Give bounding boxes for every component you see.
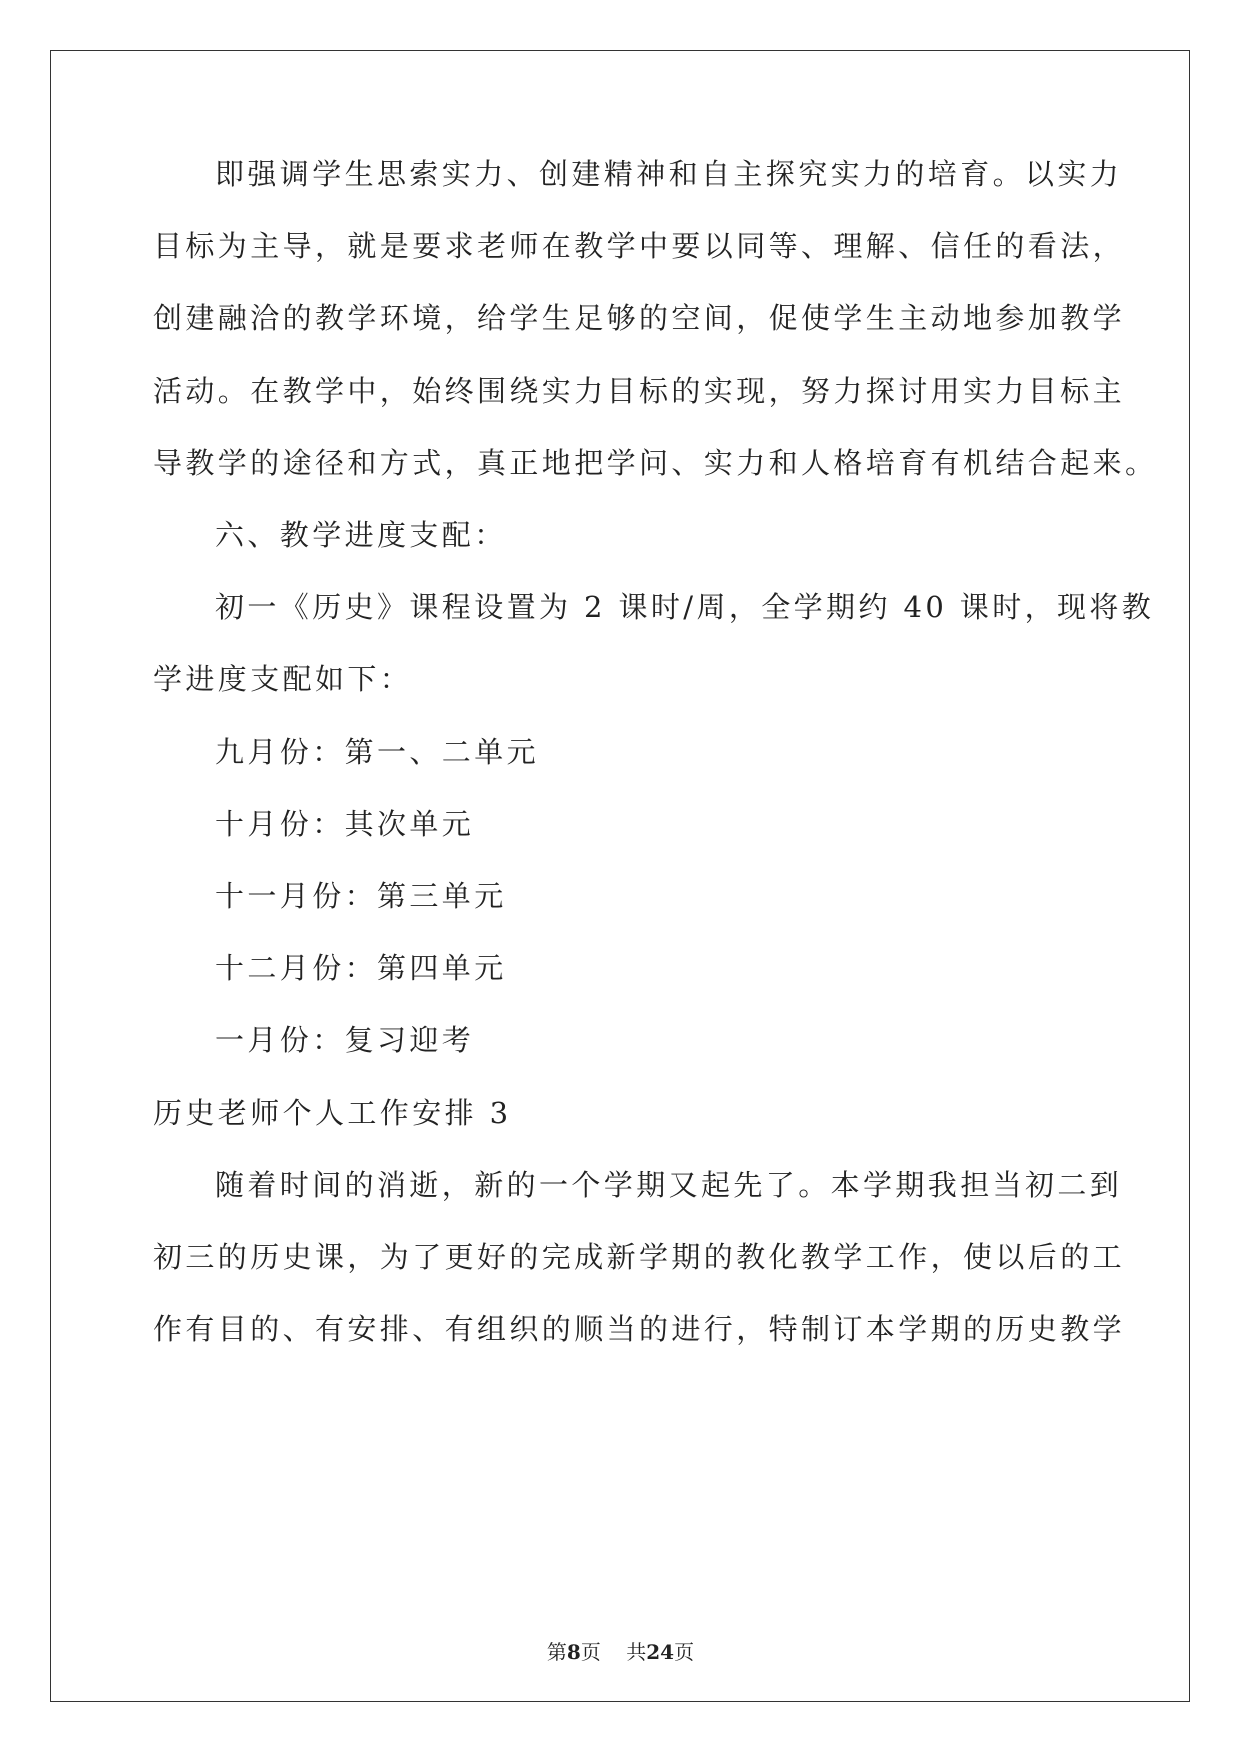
section-heading: 六、教学进度支配：: [215, 518, 507, 552]
schedule-item: 十月份：其次单元: [215, 807, 475, 841]
schedule-item: 九月份：第一、二单元: [215, 735, 540, 769]
footer-total-suffix: 页: [674, 1640, 695, 1664]
paragraph-line: 初一《历史》课程设置为 2 课时/周，全学期约 40 课时，现将教: [215, 590, 1155, 624]
schedule-item: 一月份：复习迎考: [215, 1023, 475, 1057]
paragraph-line: 随着时间的消逝，新的一个学期又起先了。本学期我担当初二到: [215, 1168, 1123, 1202]
footer-total-prefix: 共: [626, 1640, 647, 1664]
paragraph-line: 活动。在教学中，始终围绕实力目标的实现，努力探讨用实力目标主: [153, 374, 1126, 408]
footer-page-suffix: 页: [580, 1640, 601, 1664]
paragraph-line: 导教学的途径和方式，真正地把学问、实力和人格培育有机结合起来。: [153, 446, 1158, 480]
document-heading: 历史老师个人工作安排 3: [153, 1096, 512, 1130]
paragraph-line: 创建融洽的教学环境，给学生足够的空间，促使学生主动地参加教学: [153, 301, 1126, 335]
schedule-item: 十二月份：第四单元: [215, 951, 507, 985]
paragraph-line: 作有目的、有安排、有组织的顺当的进行，特制订本学期的历史教学: [153, 1312, 1126, 1346]
paragraph-line: 即强调学生思索实力、创建精神和自主探究实力的培育。以实力: [215, 157, 1123, 191]
paragraph-line: 初三的历史课，为了更好的完成新学期的教化教学工作，使以后的工: [153, 1240, 1126, 1274]
paragraph-line: 学进度支配如下：: [153, 662, 413, 696]
schedule-item: 十一月份：第三单元: [215, 879, 507, 913]
page-footer: [0, 1636, 1241, 1665]
paragraph-line: 目标为主导，就是要求老师在教学中要以同等、理解、信任的看法，: [153, 229, 1126, 263]
footer-total-pages: 24: [646, 1640, 675, 1664]
footer-page-prefix: 第: [546, 1640, 567, 1664]
footer-page-number: 8: [566, 1640, 581, 1664]
